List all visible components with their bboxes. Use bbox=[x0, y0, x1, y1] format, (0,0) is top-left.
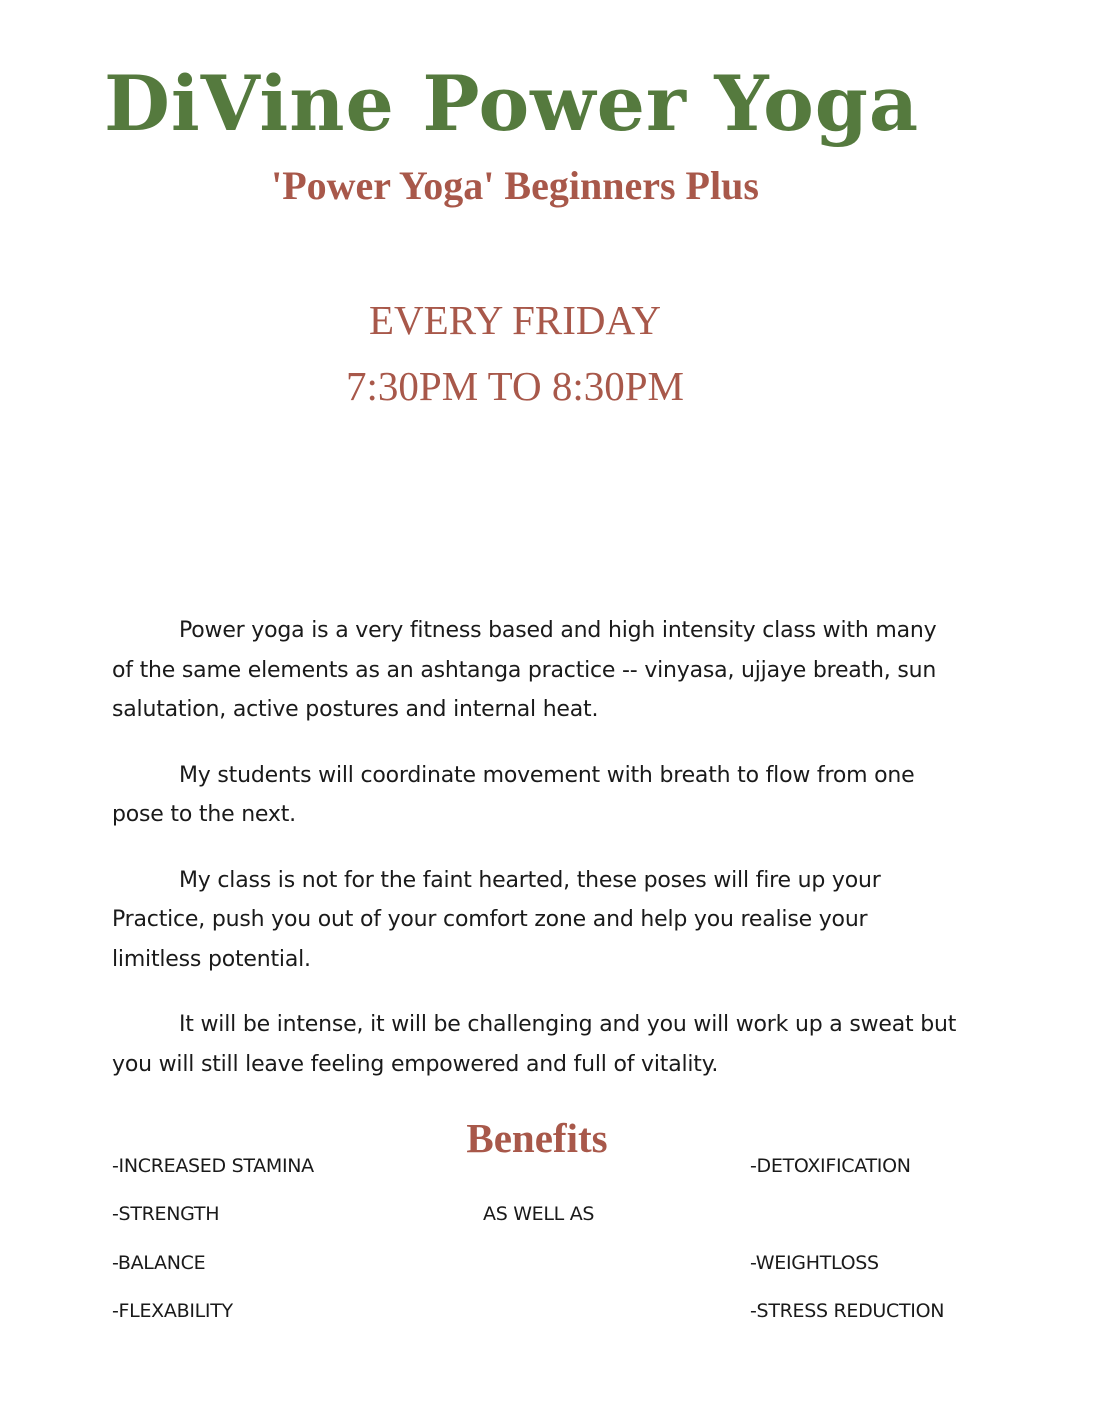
benefits-heading: Benefits bbox=[466, 1115, 608, 1161]
benefits-list-middle bbox=[483, 1154, 594, 1251]
page-title: DiVine Power Yoga bbox=[104, 59, 920, 148]
benefit-item: -STRESS REDUCTION bbox=[750, 1299, 945, 1322]
benefit-item: -STRENGTH bbox=[112, 1203, 220, 1226]
benefit-item: -WEIGHTLOSS bbox=[750, 1251, 879, 1274]
benefit-item: -BALANCE bbox=[112, 1251, 206, 1274]
benefits-list-left bbox=[112, 1154, 314, 1347]
schedule-time: 7:30PM TO 8:30PM bbox=[346, 363, 684, 409]
schedule-day: EVERY FRIDAY bbox=[369, 297, 661, 343]
benefits-connector-text: AS WELL AS bbox=[483, 1203, 595, 1226]
class-subtitle: 'Power Yoga' Beginners Plus bbox=[271, 163, 759, 208]
benefit-item: -FLEXABILITY bbox=[112, 1299, 233, 1322]
description-paragraph: Power yoga is a very fitness based and high intensity class with many of the same elements as an ashtanga practice -- vinyasa, ujjaye breath, sun salutation, active postures and internal heat. bbox=[112, 618, 937, 722]
description-paragraph: My class is not for the faint hearted, these poses will fire up your Practice, push you out of your comfort zone and help you realise your limitless potential. bbox=[112, 867, 881, 972]
benefit-item: -DETOXIFICATION bbox=[750, 1155, 911, 1177]
class-description bbox=[112, 611, 960, 1110]
benefits-list-right bbox=[750, 1154, 944, 1347]
description-paragraph: It will be intense, it will be challenging and you will work up a sweat but you will still leave feeling empowered and full of vitality. bbox=[112, 1012, 957, 1077]
benefit-item: -INCREASED STAMINA bbox=[112, 1155, 314, 1177]
description-paragraph: My students will coordinate movement with breath to flow from one pose to the next. bbox=[112, 762, 915, 827]
